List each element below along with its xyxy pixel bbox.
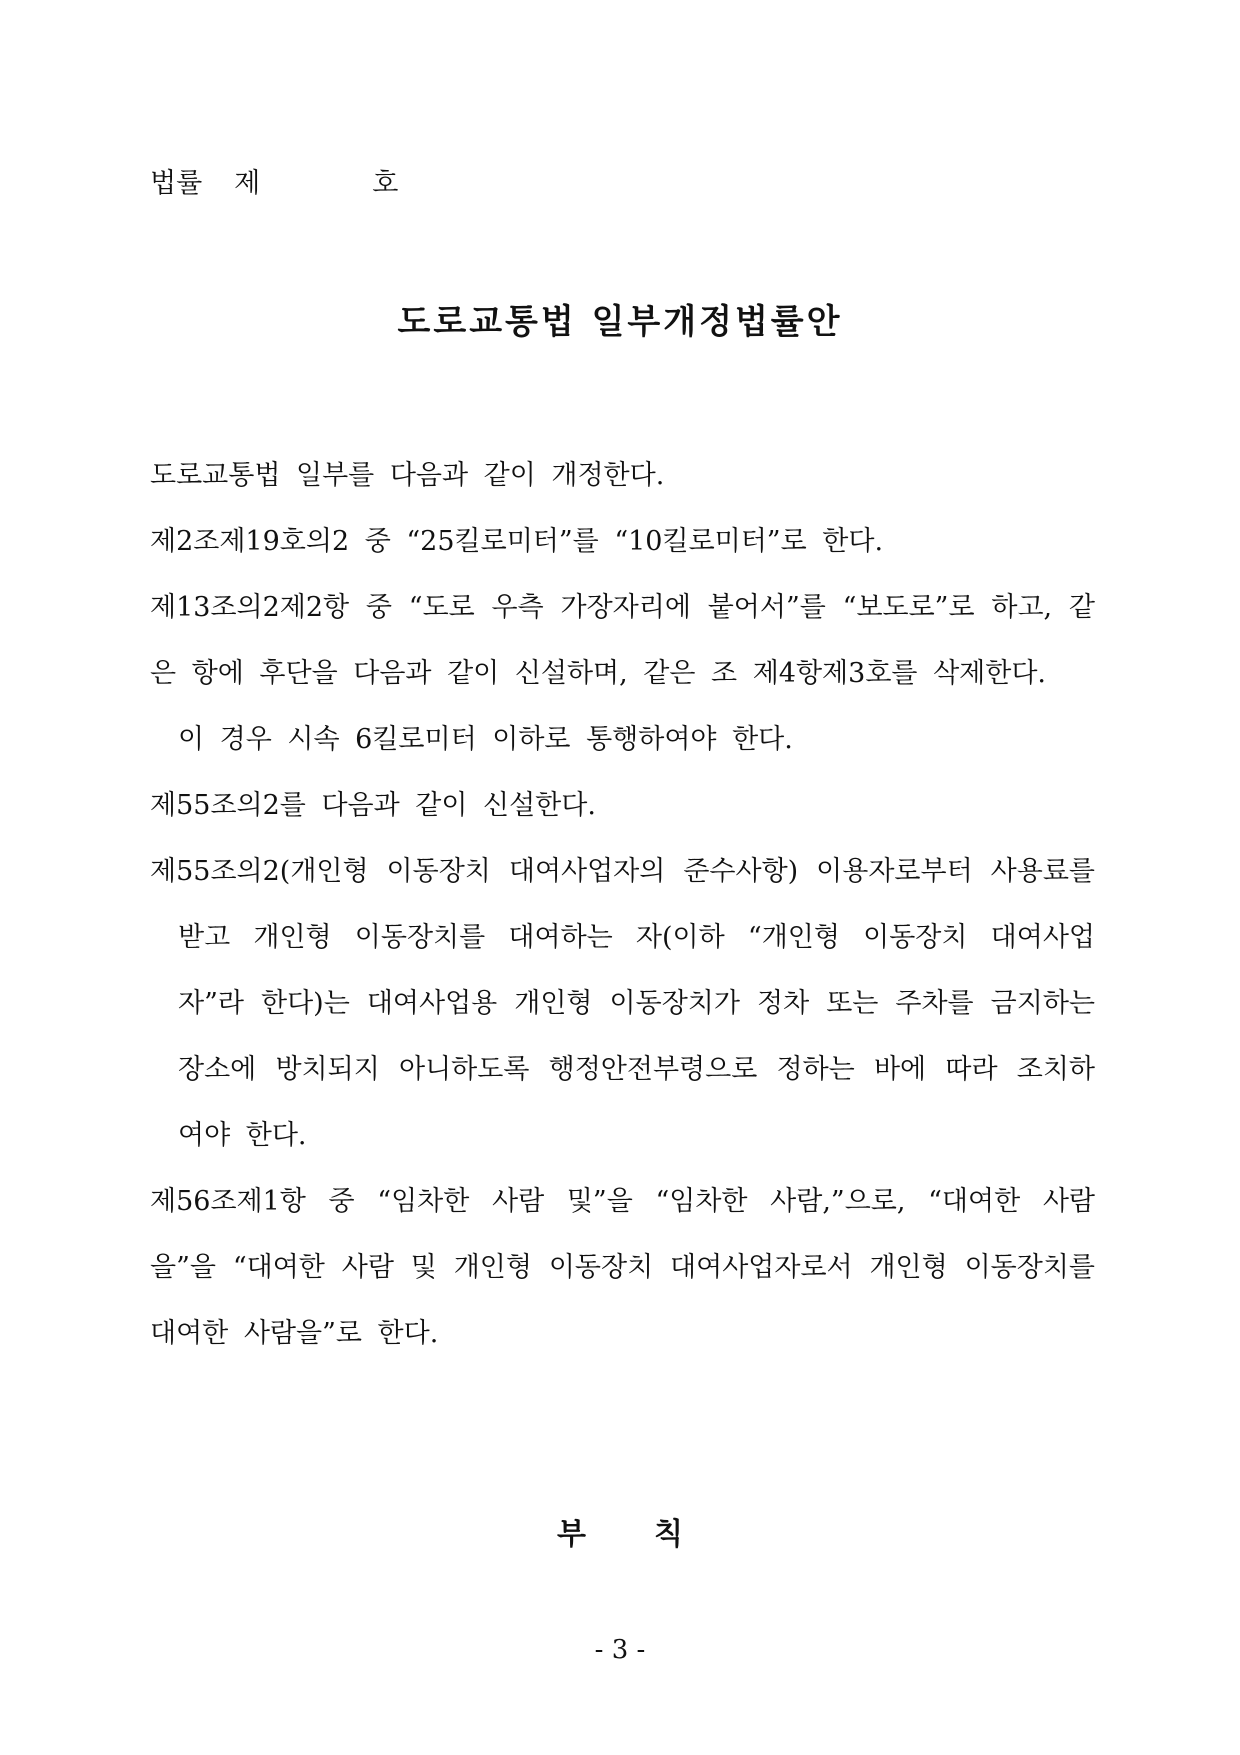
addendum-heading-first: 부 <box>557 1517 586 1552</box>
amendment-article-55-2-intro: 제55조의2를 다음과 같이 신설한다. <box>150 790 596 821</box>
amendment-article-2: 제2조제19호의2 중 “25킬로미터”를 “10킬로미터”로 한다. <box>150 526 884 557</box>
amendment-intro: 도로교통법 일부를 다음과 같이 개정한다. <box>150 460 665 491</box>
law-number-prefix: 제 <box>234 168 261 199</box>
addendum-heading <box>0 1515 1240 1555</box>
law-number-line <box>150 164 398 204</box>
page-number: - 3 - <box>594 1635 646 1665</box>
bill-title: 도로교통법 일부개정법률안 <box>397 302 843 342</box>
amendment-article-55-2-text: 제55조의2(개인형 이동장치 대여사업자의 준수사항) 이용자로부터 사용료를 받고 개인형 이동장치를 대여하는 자(이하 “개인형 이동장치 대여사업자”라 한다)는 대여사업용 개인형 이동장치가 정차 또는 주차를 금지하는 장소에 방치되지 아니하도록 행정안전부령으로 정하는 바에 따라 조치하여야 한다. <box>150 856 1095 1151</box>
bill-body <box>150 443 1095 1367</box>
addendum-heading-second: 칙 <box>654 1517 683 1552</box>
amendment-added-clause: 이 경우 시속 6킬로미터 이하로 통행하여야 한다. <box>178 724 793 755</box>
law-number-label: 법률 <box>150 168 203 199</box>
amendment-article-56: 제56조제1항 중 “임차한 사람 및”을 “임차한 사람,”으로, “대여한 사람을”을 “대여한 사람 및 개인형 이동장치 대여사업자로서 개인형 이동장치를 대여한 사람을”로 한다. <box>150 1186 1095 1349</box>
amendment-article-13-2: 제13조의2제2항 중 “도로 우측 가장자리에 붙어서”를 “보도로”로 하고, 같은 항에 후단을 다음과 같이 신설하며, 같은 조 제4항제3호를 삭제한다. <box>150 592 1095 689</box>
law-number-suffix: 호 <box>372 168 399 199</box>
